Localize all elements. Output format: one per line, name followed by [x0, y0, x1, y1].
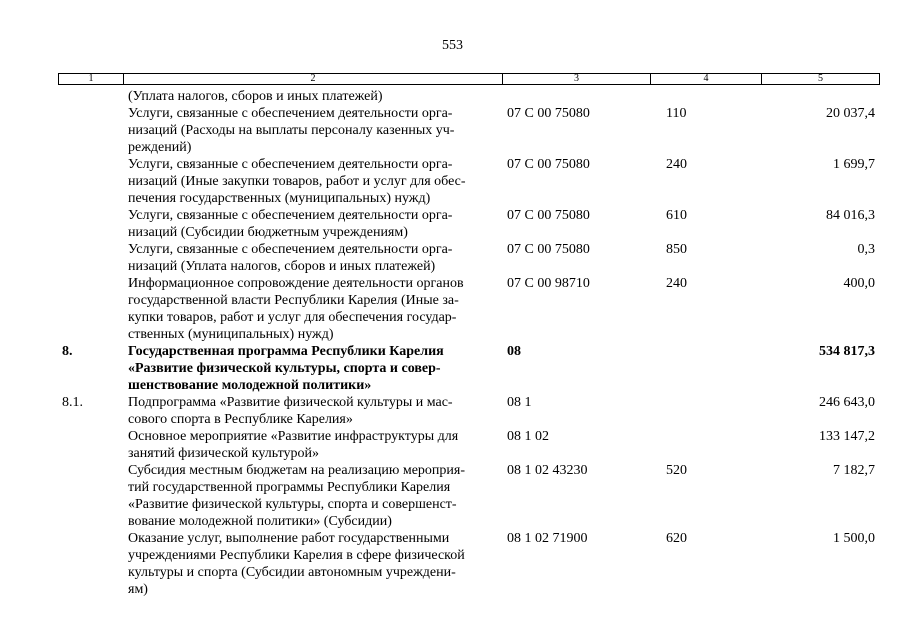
- row-name: Государственная программа Республики Карелия «Развитие физической культуры, спорта и совер- шенствование молодежной политики»: [128, 344, 444, 393]
- row-code: 08 1 02 71900: [507, 531, 588, 546]
- page-number: 553: [442, 38, 463, 53]
- table-row: [0, 428, 905, 462]
- row-sum: 7 182,7: [833, 463, 875, 478]
- row-sum: 534 817,3: [819, 344, 875, 359]
- row-expense-type: 850: [666, 242, 687, 257]
- row-name: Услуги, связанные с обеспечением деятельности орга- низаций (Уплата налогов, сборов и иных платежей): [128, 242, 453, 274]
- header-col-2: 2: [123, 74, 502, 84]
- row-expense-type: 520: [666, 463, 687, 478]
- row-expense-type: 240: [666, 276, 687, 291]
- table-row: [0, 530, 905, 598]
- table-row: [0, 241, 905, 275]
- row-expense-type: 620: [666, 531, 687, 546]
- row-sum: 1 699,7: [833, 157, 875, 172]
- row-sum: 84 016,3: [826, 208, 875, 223]
- table-row: [0, 156, 905, 207]
- row-expense-type: 240: [666, 157, 687, 172]
- row-sum: 20 037,4: [826, 106, 875, 121]
- row-code: 07 С 00 98710: [507, 276, 590, 291]
- table-header: [58, 73, 880, 85]
- table-row: [0, 275, 905, 343]
- row-code: 07 С 00 75080: [507, 242, 590, 257]
- row-sum: 0,3: [857, 242, 875, 257]
- row-code: 08 1: [507, 395, 532, 410]
- row-name: Основное мероприятие «Развитие инфраструктуры для занятий физической культурой»: [128, 429, 459, 461]
- header-col-1: 1: [88, 73, 94, 84]
- row-code: 07 С 00 75080: [507, 106, 590, 121]
- row-sum: 1 500,0: [833, 531, 875, 546]
- row-name: Подпрограмма «Развитие физической культуры и мас- сового спорта в Республике Карелия»: [128, 395, 453, 427]
- row-number: 8.1.: [62, 395, 83, 410]
- table-row: [0, 88, 905, 105]
- table-row-program: [0, 343, 905, 394]
- row-number: 8.: [62, 344, 73, 359]
- table-row: [0, 207, 905, 241]
- table-row: [0, 105, 905, 156]
- table-row-subprogram: [0, 394, 905, 428]
- header-col-5: 5: [761, 74, 879, 84]
- row-code: 08: [507, 344, 521, 359]
- row-name: Услуги, связанные с обеспечением деятельности орга- низаций (Субсидии бюджетным учреждениям): [128, 208, 453, 240]
- row-code: 07 С 00 75080: [507, 157, 590, 172]
- row-sum: 133 147,2: [819, 429, 875, 444]
- header-col-3: 3: [502, 74, 650, 84]
- row-name: Услуги, связанные с обеспечением деятельности орга- низаций (Расходы на выплаты персоналу казенных уч- реждений): [128, 106, 455, 155]
- table-body: [0, 88, 905, 598]
- row-name: Информационное сопровождение деятельности органов государственной власти Республики Карелия (Иные за- купки товаров, работ и услуг для обеспечения государ- ственных (муниципальных) нужд): [128, 276, 464, 342]
- row-name: Услуги, связанные с обеспечением деятельности орга- низаций (Иные закупки товаров, работ и услуг для обес- печения государственных (муниципальных) нужд): [128, 157, 466, 206]
- row-name: Субсидия местным бюджетам на реализацию мероприя- тий государственной программы Республики Карелия «Развитие физической культуры, спорта и совершенст- вование молодежной политики» (Субсидии): [128, 463, 466, 529]
- row-name: (Уплата налогов, сборов и иных платежей): [128, 89, 383, 104]
- table-row: [0, 462, 905, 530]
- header-col-4: 4: [650, 74, 761, 84]
- row-expense-type: 610: [666, 208, 687, 223]
- row-code: 08 1 02: [507, 429, 549, 444]
- row-code: 07 С 00 75080: [507, 208, 590, 223]
- row-name: Оказание услуг, выполнение работ государственными учреждениями Республики Карелия в сфере физической культуры и спорта (Субсидии автономным учреждени- ям): [128, 531, 465, 597]
- row-code: 08 1 02 43230: [507, 463, 588, 478]
- row-sum: 400,0: [843, 276, 875, 291]
- row-sum: 246 643,0: [819, 395, 875, 410]
- row-expense-type: 110: [666, 106, 687, 121]
